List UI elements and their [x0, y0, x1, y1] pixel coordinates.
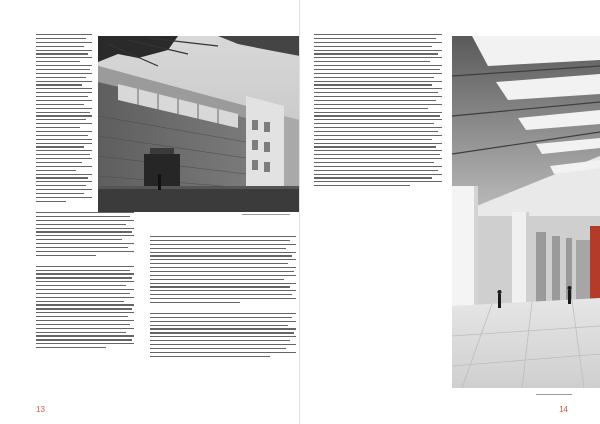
middle-column-text — [150, 236, 300, 359]
photo-caption-right — [536, 394, 576, 398]
interior-photo — [452, 36, 600, 388]
page-right — [300, 0, 600, 424]
building-photo — [98, 36, 300, 212]
page-number-left: 13 — [36, 405, 45, 414]
right-column-text — [314, 34, 444, 189]
page-number-right: 14 — [559, 405, 568, 414]
left-narrow-column-text — [36, 34, 94, 205]
left-column-text — [36, 212, 136, 351]
photo-caption-left — [242, 214, 292, 218]
